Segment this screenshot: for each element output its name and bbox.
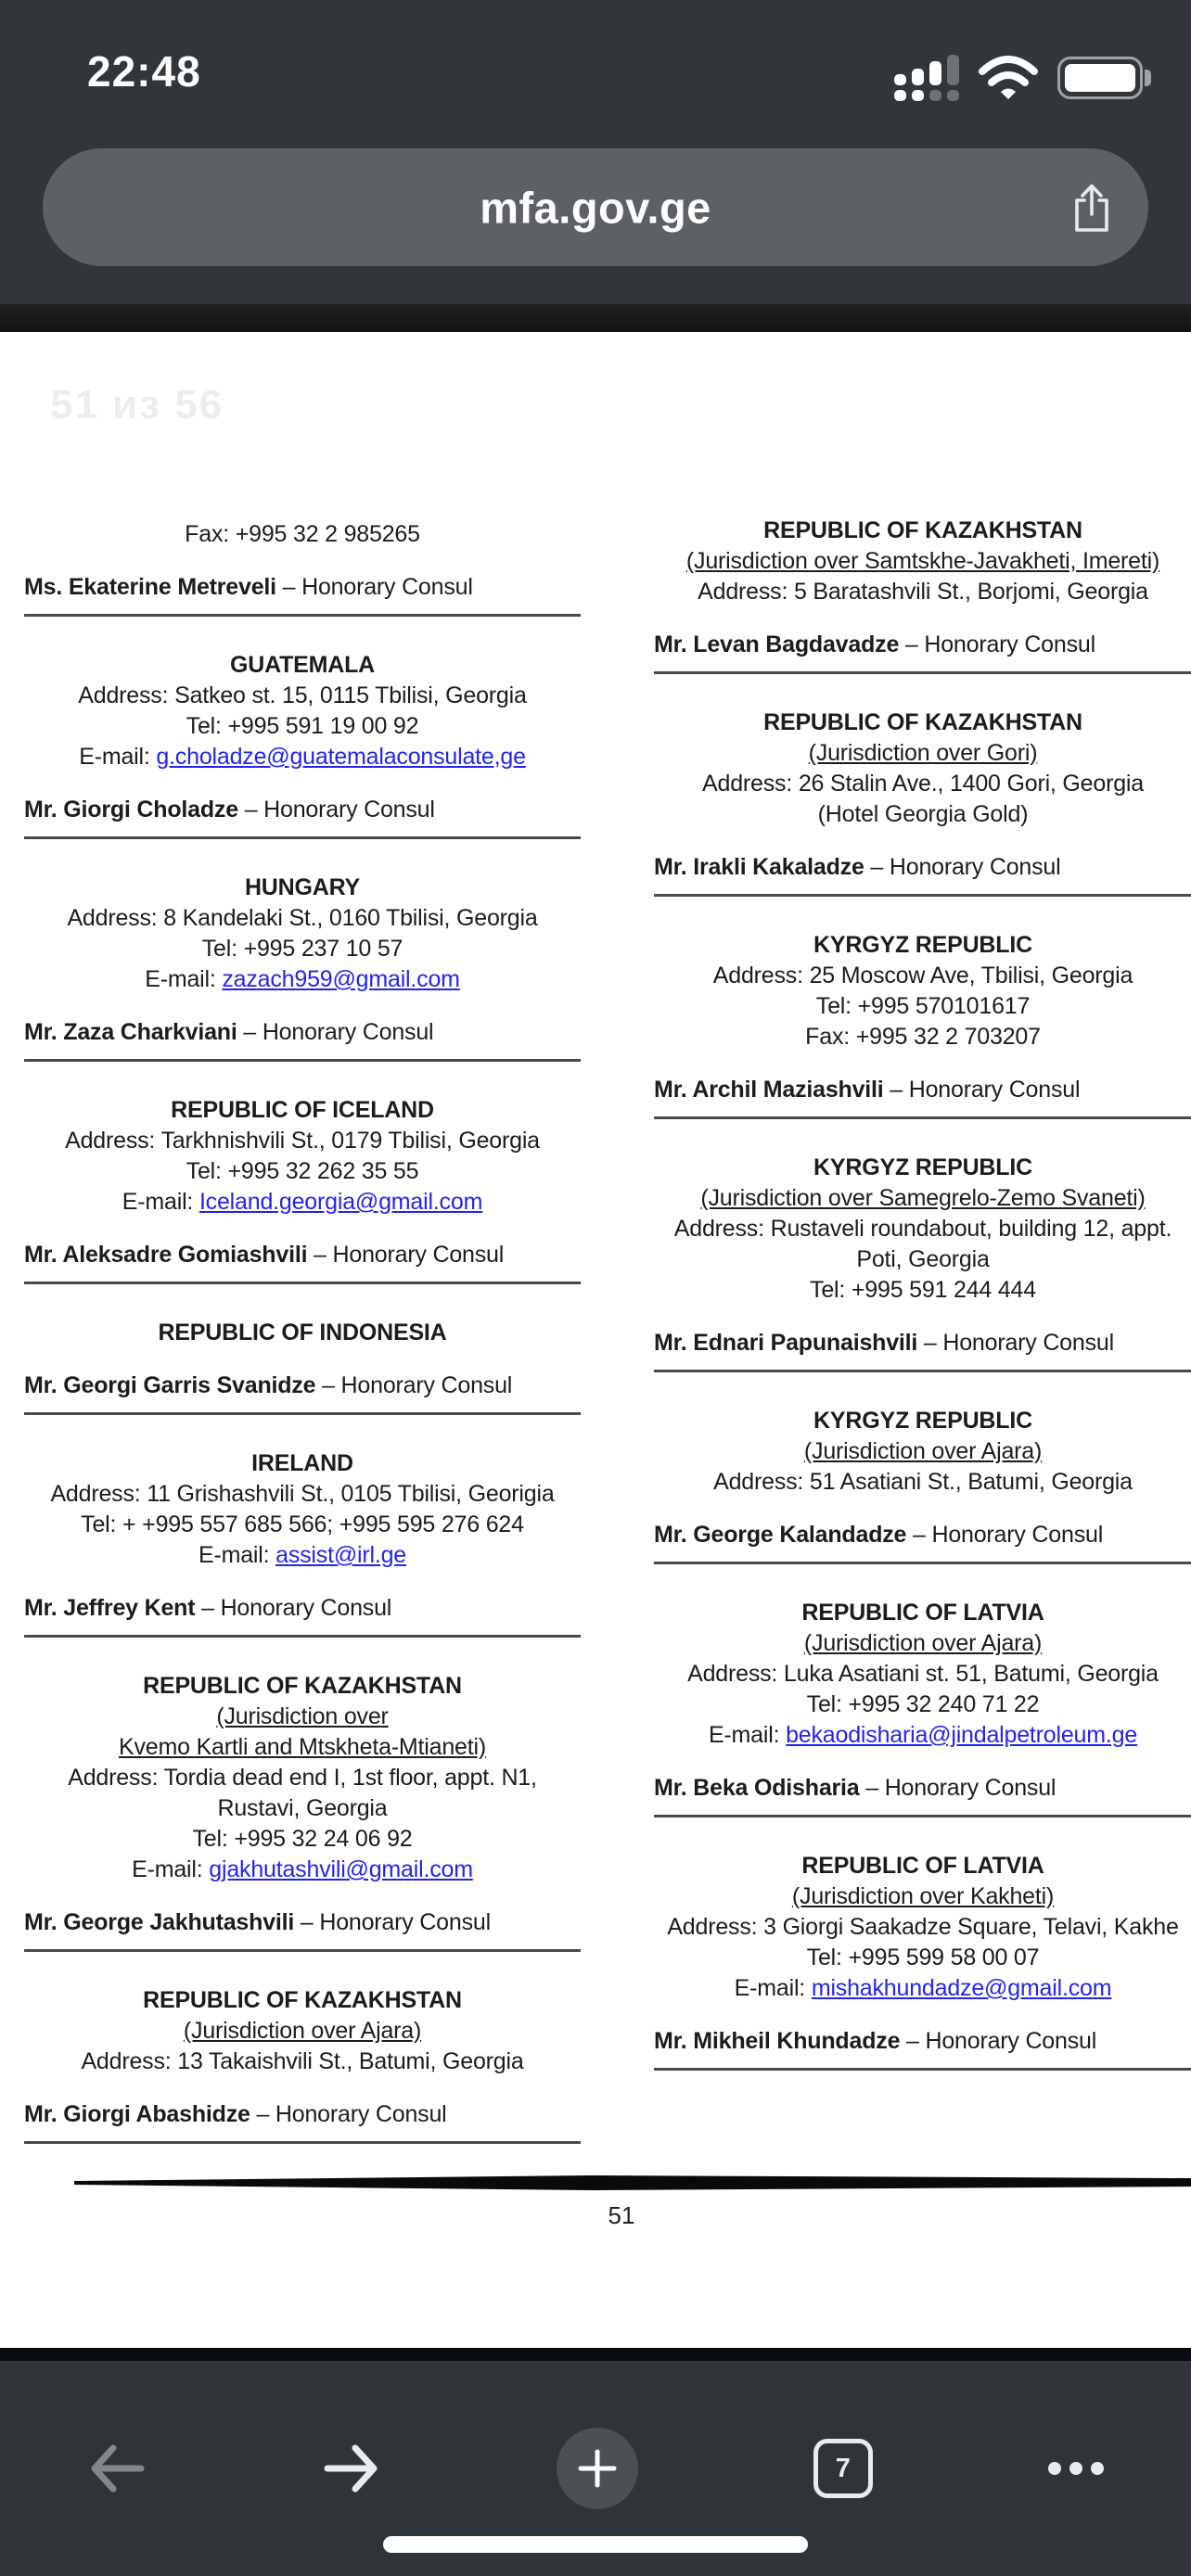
entry-separator [24,1949,581,1952]
info-line: (Hotel Georgia Gold) [817,801,1029,827]
info-line: Address: 5 Baratashvili St., Borjomi, Georgia [698,579,1148,605]
ellipsis-icon [1069,2462,1082,2475]
email-label: E-mail: [734,1975,812,2001]
pdf-page-view[interactable] [0,332,1191,2348]
battery-icon [1057,57,1143,99]
consulate-entry [24,650,581,839]
email-link[interactable]: bekaodisharia@jindalpetroleum.ge [786,1722,1138,1748]
battery-level [1065,64,1135,92]
entry-separator [654,1116,1191,1119]
status-time: 22:48 [87,47,201,96]
info-line: Address: 3 Giorgi Saakadze Square, Telavi, Kakhe [667,1914,1179,1940]
consul-line [654,630,1191,660]
country-heading: REPUBLIC OF KAZAKHSTAN [763,709,1082,735]
tabs-button[interactable] [813,2439,873,2498]
country-heading: REPUBLIC OF ICELAND [171,1097,434,1123]
jurisdiction-line: (Jurisdiction over Samtskhe-Javakheti, Imereti) [685,548,1160,574]
consul-name: Mr. Mikheil Khundadze [654,2028,901,2054]
share-button[interactable] [1070,181,1113,235]
consul-name: Ms. Ekaterine Metreveli [24,574,276,600]
country-heading: REPUBLIC OF KAZAKHSTAN [143,1987,462,2013]
signal-bar [947,55,959,101]
page-number-wrap [0,2201,1191,2230]
country-heading: KYRGYZ REPUBLIC [813,932,1032,958]
consul-name: Mr. Irakli Kakaladze [654,854,864,880]
info-line: Tel: +995 570101617 [815,993,1031,1019]
info-line: Tel: +995 591 244 444 [810,1277,1036,1303]
info-line: Tel: + +995 557 685 566; +995 595 276 624 [81,1511,524,1537]
info-line: Address: 8 Kandelaki St., 0160 Tbilisi, Georgia [67,905,538,931]
info-line: Tel: +995 32 262 35 55 [186,1158,419,1184]
consul-title: – Honorary Consul [275,574,473,600]
consul-title: – Honorary Consul [195,1595,392,1621]
consul-line [24,1371,581,1401]
jurisdiction-line: (Jurisdiction over Ajara) [803,1438,1043,1464]
consulate-entry [24,1318,581,1415]
entry-separator [654,894,1191,897]
consul-line [24,795,581,825]
consul-line [654,2026,1191,2057]
entry-separator [654,671,1191,674]
url-bar[interactable] [43,148,1148,266]
email-line [654,1973,1191,2004]
consulate-entry [24,1985,581,2144]
consul-name: Mr. Georgi Garris Svanidze [24,1372,316,1398]
info-line: Tel: +995 32 24 06 92 [192,1826,413,1852]
info-line: Tel: +995 237 10 57 [201,936,403,962]
consul-name: Mr. Giorgi Choladze [24,797,238,823]
entry-separator [24,1059,581,1062]
consul-name: Mr. Archil Maziashvili [654,1077,884,1103]
share-icon [1070,181,1113,235]
country-heading: REPUBLIC OF LATVIA [801,1600,1044,1626]
email-link[interactable]: assist@irl.ge [275,1542,406,1568]
entry-separator [654,1562,1191,1564]
consul-line [654,1520,1191,1550]
home-indicator[interactable] [383,2536,808,2553]
back-button[interactable] [87,2442,147,2495]
jurisdiction-line: (Jurisdiction over Ajara) [803,1630,1043,1656]
entry-separator [654,2068,1191,2071]
ellipsis-icon [1091,2462,1104,2475]
consul-title: – Honorary Consul [237,797,435,823]
battery-nub [1145,70,1151,86]
info-line: Address: 13 Takaishvili St., Batumi, Georgia [81,2048,524,2074]
consul-line [24,572,581,603]
jurisdiction-line: (Jurisdiction over Kakheti) [791,1883,1055,1909]
consulate-entry [24,519,581,617]
consul-line [654,1328,1191,1358]
consulate-entry [654,516,1191,674]
consul-name: Mr. Giorgi Abashidze [24,2101,250,2127]
more-button[interactable] [1048,2462,1104,2475]
country-heading: KYRGYZ REPUBLIC [813,1408,1032,1434]
consul-line [24,1240,581,1270]
entry-separator [24,1412,581,1415]
entry-separator [24,1282,581,1284]
entry-separator [24,614,581,617]
consul-name: Mr. Ednari Papunaishvili [654,1330,918,1356]
email-label: E-mail: [198,1542,276,1568]
plus-icon [577,2448,618,2489]
consul-name: Mr. Aleksadre Gomiashvili [24,1242,308,1268]
toolbar-separator-band [0,2348,1191,2361]
consul-title: – Honorary Consul [917,1330,1114,1356]
consulate-entry [24,873,581,1062]
email-link[interactable]: mishakhundadze@gmail.com [811,1975,1112,2001]
email-line [24,1540,581,1571]
email-label: E-mail: [122,1189,199,1215]
jurisdiction-line: (Jurisdiction over [216,1703,389,1729]
country-heading: HUNGARY [244,874,361,900]
consul-name: Mr. Jeffrey Kent [24,1595,196,1621]
signal-bar [912,69,924,101]
email-line [24,1187,581,1218]
consul-title: – Honorary Consul [906,1522,1104,1548]
consul-title: – Honorary Consul [883,1077,1081,1103]
page-watermark: 51 из 56 [50,382,224,427]
page-number: 51 [608,2201,635,2229]
tab-count: 7 [835,2453,851,2483]
info-line: Tel: +995 32 240 71 22 [806,1691,1040,1717]
consulate-entry [654,930,1191,1119]
email-label: E-mail: [708,1722,787,1748]
email-line [24,1855,581,1885]
chrome-separator-band [0,304,1191,332]
back-arrow-icon [87,2442,147,2495]
consul-name: Mr. George Kalandadze [654,1522,907,1548]
consul-line [654,852,1191,883]
url-domain[interactable]: mfa.gov.ge [480,183,711,232]
country-heading: REPUBLIC OF KAZAKHSTAN [763,517,1082,543]
entry-separator [24,1635,581,1638]
entry-separator [654,1370,1191,1372]
email-link[interactable]: gjakhutashvili@gmail.com [209,1856,473,1882]
email-label: E-mail: [132,1856,210,1882]
entry-separator [24,2141,581,2144]
info-line: Rustavi, Georgia [217,1795,388,1821]
email-label: E-mail: [145,966,223,992]
consul-name: Mr. Levan Bagdavadze [654,631,900,657]
email-line [654,1720,1191,1751]
email-link[interactable]: g.choladze@guatemalaconsulate,ge [156,744,526,770]
forward-arrow-icon [322,2442,381,2495]
consul-line [24,1593,581,1624]
cellular-signal-icon [894,55,959,101]
consul-title: – Honorary Consul [900,2028,1097,2054]
info-line: Address: Satkeo st. 15, 0115 Tbilisi, Georgia [78,682,527,708]
info-line: Tel: +995 591 19 00 92 [186,713,419,739]
info-line: Address: 26 Stalin Ave., 1400 Gori, Georgia [702,771,1144,797]
forward-button[interactable] [322,2442,381,2495]
consul-name: Mr. Beka Odisharia [654,1775,860,1801]
email-link[interactable]: zazach959@gmail.com [222,966,460,992]
consul-name: Mr. Zaza Charkviani [24,1019,237,1045]
email-label: E-mail: [79,744,157,770]
email-line [24,964,581,995]
jurisdiction-line: (Jurisdiction over Ajara) [183,2018,422,2044]
entry-separator [24,836,581,839]
consul-title: – Honorary Consul [899,631,1095,657]
browser-top-chrome [0,0,1191,304]
new-tab-button[interactable] [557,2428,638,2509]
consul-title: – Honorary Consul [859,1775,1057,1801]
status-icons [894,54,1143,102]
signal-bar [929,61,941,101]
info-line: Address: 11 Grishashvili St., 0105 Tbilisi, Georigia [50,1481,555,1507]
country-heading: IRELAND [251,1450,353,1476]
info-line: Address: Luka Asatiani st. 51, Batumi, Georgia [687,1661,1159,1687]
consulate-entry [654,708,1191,897]
consulate-entry [24,1448,581,1638]
email-link[interactable]: Iceland.georgia@gmail.com [198,1189,483,1215]
consul-title: – Honorary Consul [315,1372,513,1398]
signal-bar [894,74,906,101]
country-heading: GUATEMALA [229,652,376,678]
consulate-entry [24,1671,581,1952]
consul-line [24,1017,581,1048]
info-line: Fax: +995 32 2 985265 [185,521,420,547]
info-line: Address: Rustaveli roundabout, building 12, appt. [673,1216,1172,1242]
info-line: Address: 25 Moscow Ave, Tbilisi, Georgia [712,963,1133,988]
consul-title: – Honorary Consul [864,854,1061,880]
info-line: Fax: +995 32 2 703207 [805,1024,1041,1050]
consulate-entry [24,1095,581,1284]
info-line: Address: Tordia dead end I, 1st floor, appt. N1, [68,1765,537,1791]
jurisdiction-line: Kvemo Kartli and Mtskheta-Mtianeti) [119,1734,486,1760]
ellipsis-icon [1048,2462,1061,2475]
footer-divider-line [74,2175,1191,2191]
country-heading: REPUBLIC OF KAZAKHSTAN [143,1673,462,1699]
consulate-entry [654,1406,1191,1564]
consulate-entry [654,1153,1191,1372]
toolbar-buttons-row [0,2428,1191,2509]
consulate-entry [654,1851,1191,2071]
info-line: Poti, Georgia [856,1246,990,1272]
jurisdiction-line: (Jurisdiction over Gori) [808,740,1038,766]
browser-bottom-toolbar [0,2361,1191,2576]
consul-line [24,1907,581,1938]
consul-title: – Honorary Consul [250,2101,447,2127]
wifi-icon [978,55,1039,101]
consul-title: – Honorary Consul [307,1242,505,1268]
country-heading: REPUBLIC OF LATVIA [801,1853,1044,1879]
country-heading: REPUBLIC OF INDONESIA [158,1320,447,1345]
jurisdiction-line: (Jurisdiction over Samegrelo-Zemo Svaneti) [700,1185,1146,1211]
consul-line [654,1773,1191,1804]
consul-name: Mr. George Jakhutashvili [24,1909,295,1935]
email-line [24,742,581,772]
consulate-entry [654,1598,1191,1817]
consul-title: – Honorary Consul [237,1019,434,1045]
info-line: Address: 51 Asatiani St., Batumi, Georgia [713,1469,1133,1495]
consul-title: – Honorary Consul [294,1909,491,1935]
entry-separator [654,1815,1191,1817]
consul-line [654,1075,1191,1105]
info-line: Tel: +995 599 58 00 07 [806,1945,1040,1970]
consul-line [24,2099,581,2130]
info-line: Address: Tarkhnishvili St., 0179 Tbilisi, Georgia [65,1128,540,1154]
document-right-column [654,516,1191,2104]
country-heading: KYRGYZ REPUBLIC [813,1154,1032,1180]
document-left-column [24,519,581,2177]
